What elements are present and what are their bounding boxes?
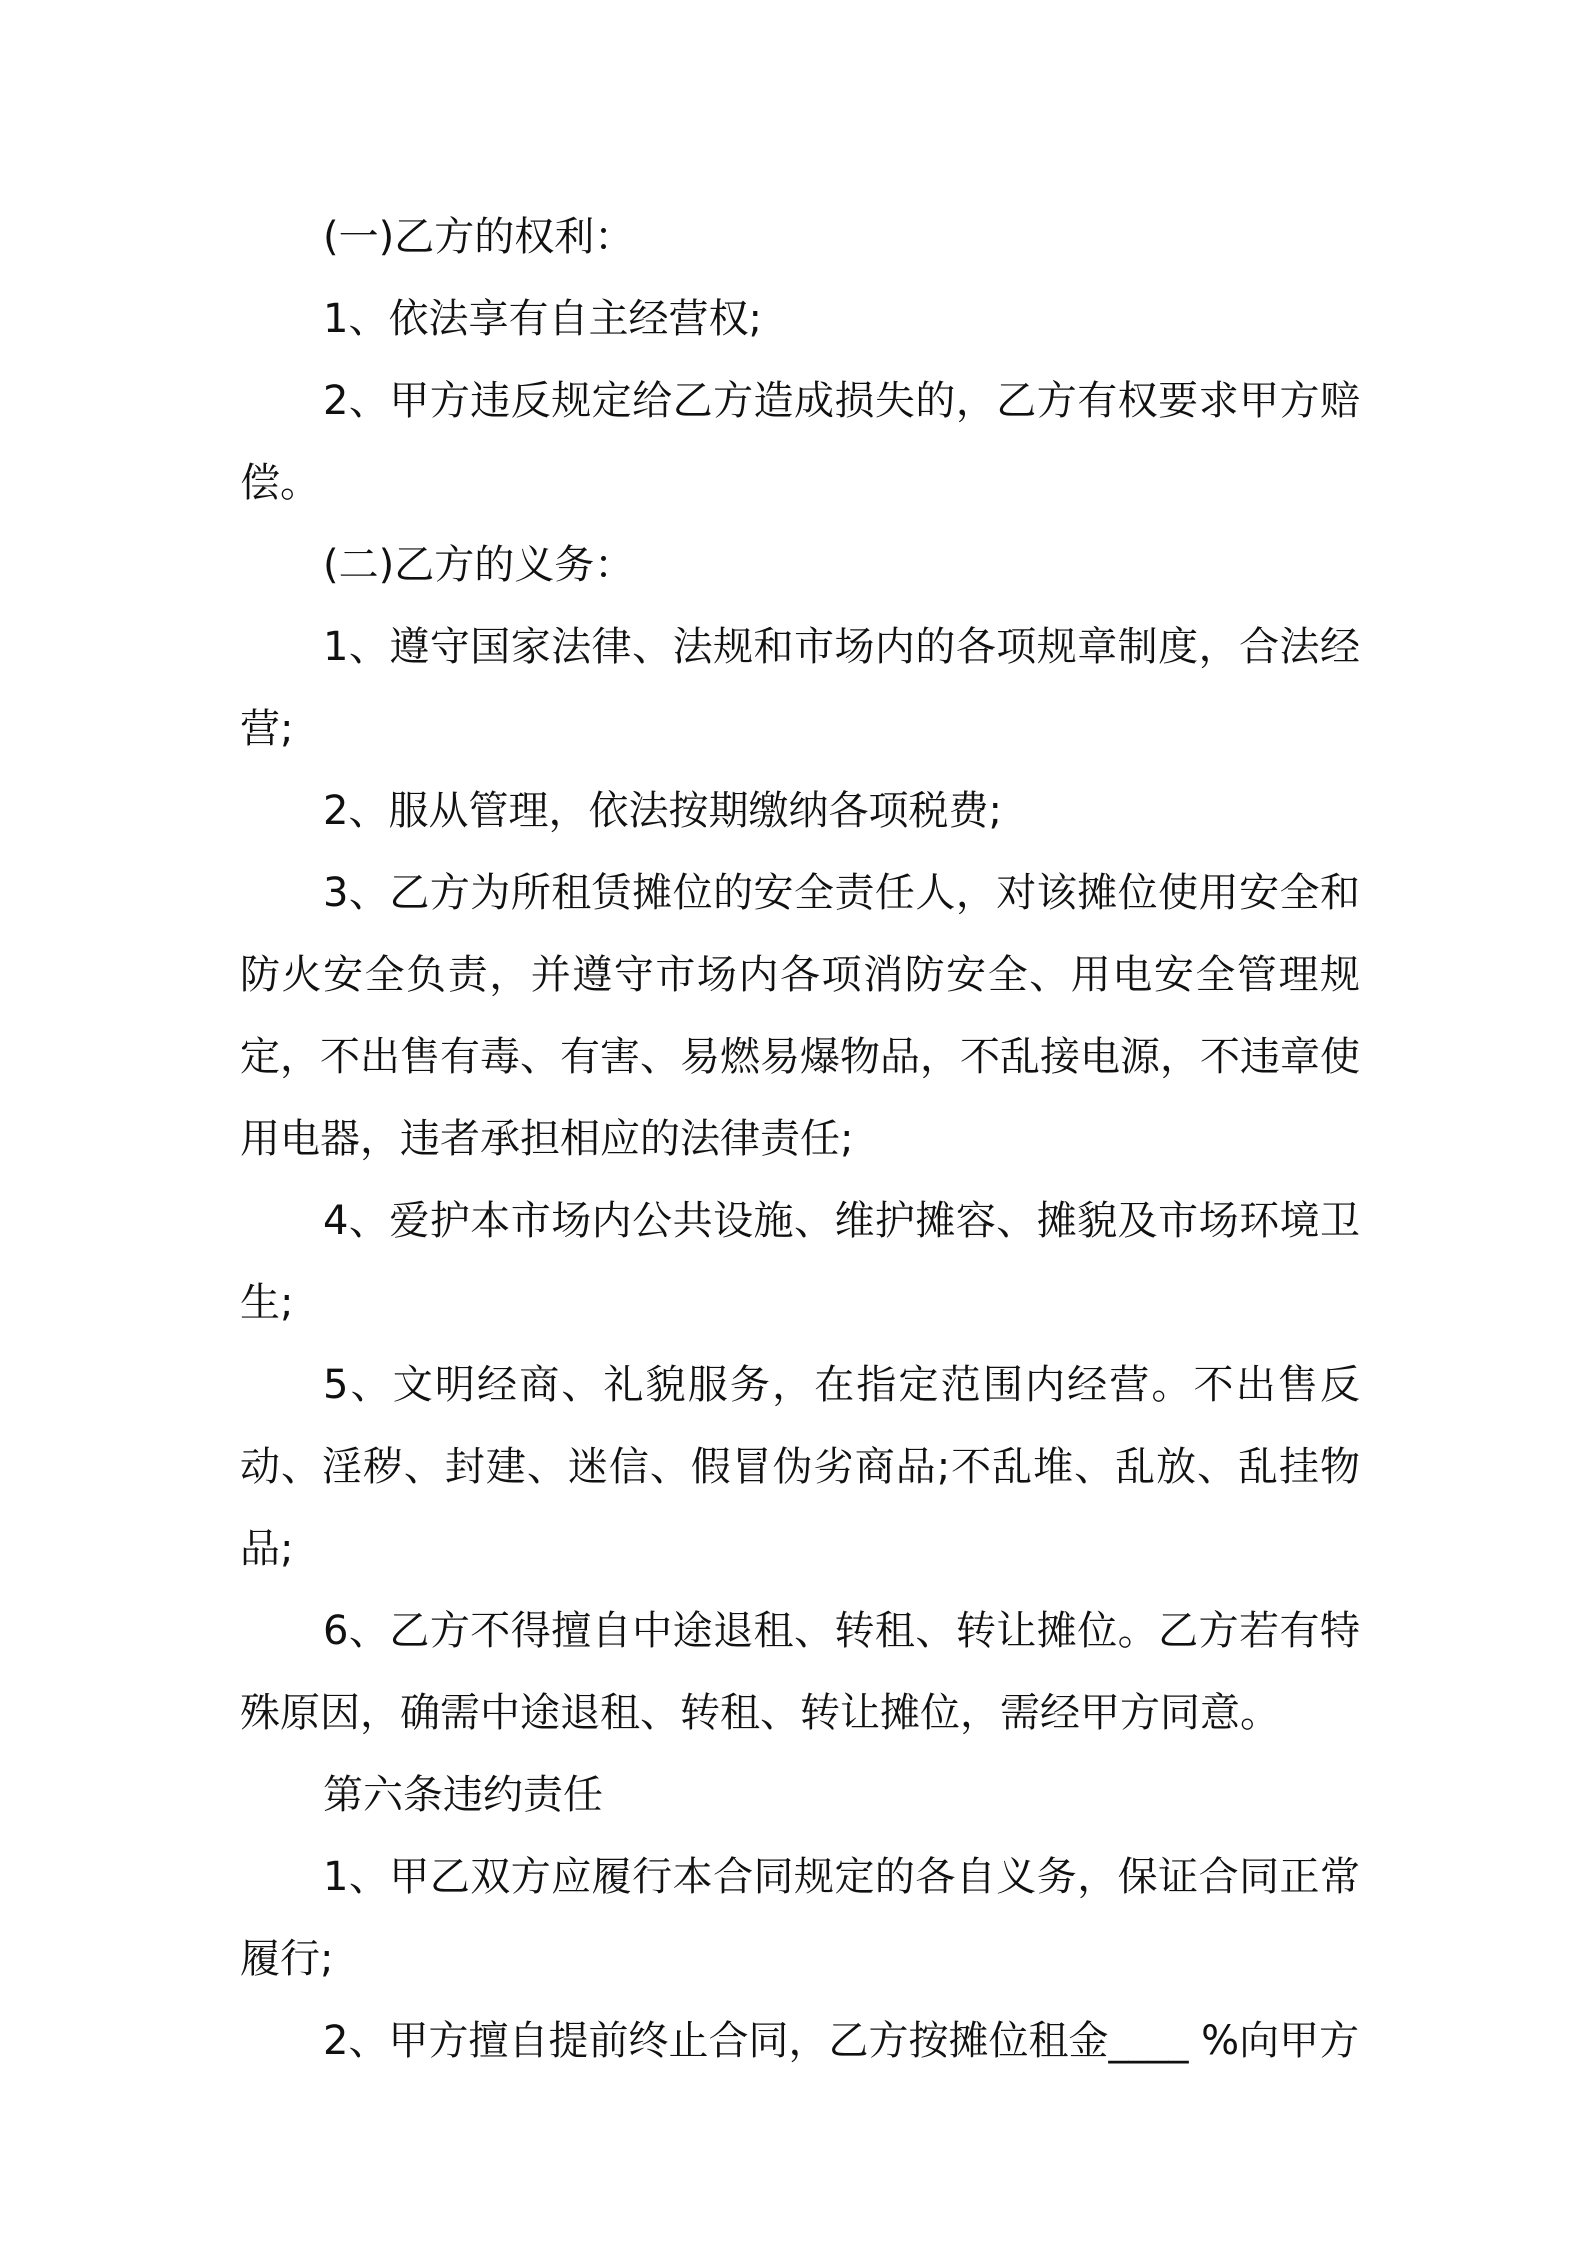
obligations-item-4: 4、爱护本市场内公共设施、维护摊容、摊貌及市场环境卫生; xyxy=(240,1198,1360,1326)
rights-item-2: 2、甲方违反规定给乙方造成损失的，乙方有权要求甲方赔偿。 xyxy=(240,378,1360,506)
obligations-item-5: 5、文明经商、礼貌服务，在指定范围内经营。不出售反动、淫秽、封建、迷信、假冒伪劣商品;不乱堆、乱放、乱挂物品; xyxy=(240,1362,1360,1572)
obligations-item-6: 6、乙方不得擅自中途退租、转租、转让摊位。乙方若有特殊原因，确需中途退租、转租、转让摊位，需经甲方同意。 xyxy=(240,1608,1360,1736)
article-six-heading: 第六条违约责任 xyxy=(323,1772,603,1818)
obligations-item-3: 3、乙方为所租赁摊位的安全责任人，对该摊位使用安全和防火安全负责，并遵守市场内各项消防安全、用电安全管理规定，不出售有毒、有害、易燃易爆物品，不乱接电源，不违章使用电器，违者承担相应的法律责任; xyxy=(240,870,1360,1162)
section-heading-obligations: (二)乙方的义务： xyxy=(323,542,635,588)
breach-item-1: 1、甲乙双方应履行本合同规定的各自义务，保证合同正常履行; xyxy=(240,1854,1360,1982)
obligations-item-1: 1、遵守国家法律、法规和市场内的各项规章制度，合法经营; xyxy=(240,624,1360,752)
obligations-item-2: 2、服从管理，依法按期缴纳各项税费; xyxy=(323,788,1002,834)
breach-item-2: 2、甲方擅自提前终止合同，乙方按摊位租金____ %向甲方 xyxy=(323,2018,1360,2064)
section-heading-rights: (一)乙方的权利： xyxy=(323,214,635,260)
rights-item-1: 1、依法享有自主经营权; xyxy=(323,296,762,342)
document-body xyxy=(240,196,1360,2082)
